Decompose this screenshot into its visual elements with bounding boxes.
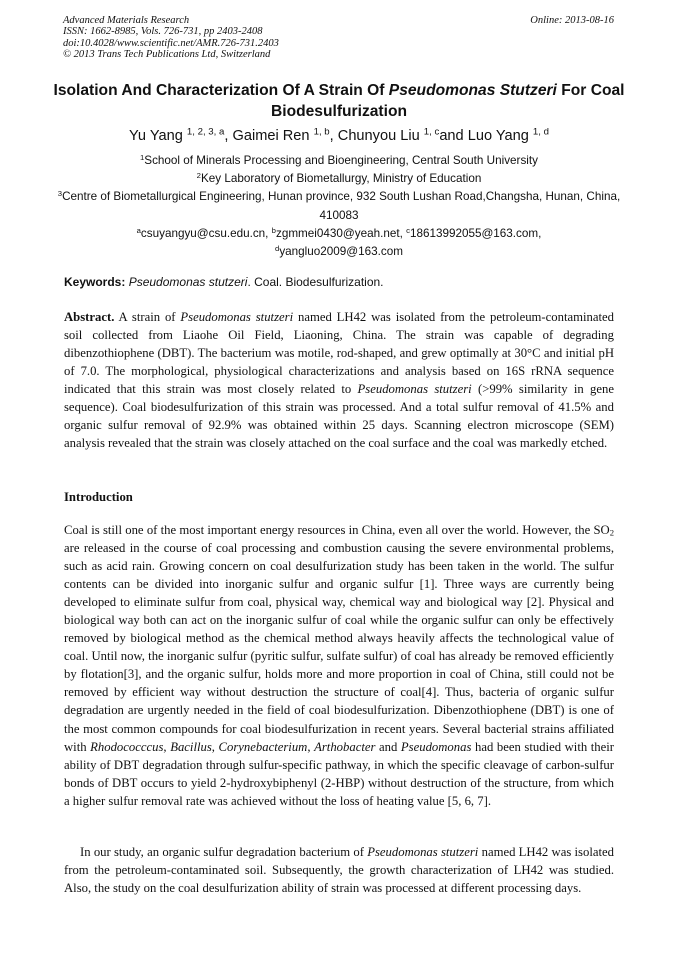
journal-name: Advanced Materials Research (63, 15, 190, 26)
copyright-line: © 2013 Trans Tech Publications Ltd, Switzerland (63, 49, 271, 61)
online-date: Online: 2013-08-16 (530, 15, 614, 26)
author-name: Chunyou Liu (337, 128, 420, 144)
affiliation-2: $^2$Key Laboratory of Biometallurgy, Ministry of Education (196, 170, 482, 186)
section-heading: Introduction (64, 490, 133, 504)
affiliations (40, 152, 638, 261)
abstract-label: Abstract. (64, 310, 115, 324)
keywords: Keywords: Pseudomonas stutzeri. Coal. Biodesulfurization. (64, 275, 384, 289)
author-name: and (439, 128, 468, 144)
keywords-label: Keywords: (64, 275, 126, 289)
title-species: Pseudomonas Stutzeri (388, 82, 557, 99)
issn-line: ISSN: 1662-8985, Vols. 726-731, pp 2403-2408 (63, 26, 263, 38)
intro-paragraph-1: Coal is still one of the most important energy resources in China, even all over the world. However, the $SO_2$ are released in the course of coal processing and combustion causing the severe environmental problems, such as acid rain. Growing concern on coal desulfurization study has been taken in the world. The sulfur contents can be divided into inorganic sulfur and organic sulfur [1]. Three ways are currently being developed to eliminate sulfur from coal, physical way, chemical way and biological way [2]. Physical and biological way both can act on the inorganic sulfur of coal while the organic sulfur can only be effectively removed by biological method as the chemical method always heavily affects the technological value of coal. Until now, the inorganic sulfur (pyritic sulfur, sulfate sulfur) of coal has already be removed efficiently by flotation[3], and the organic sulfur, holds more and more proportion in coal of China, still could not be removed by efficient way without destruction the structure of coal[4]. Thus, bacteria of organic sulfur degradation are urgently needed in the field of coal biodesulfurization. Dibenzothiophene (DBT) is one of the most common compounds for coal biodesulfurization in recent years. Several bacterial strains affiliated with Rhodococccus, Bacillus, Corynebacterium, Arthobacter and Pseudomonas had been studied with their ability of DBT degradation through sulfur-specific pathway, in which the specific cleavage of carbon-sulfur bonds of DBT occurs to yield 2-hydroxybiphenyl (2-HBP) without destruction of the structure, from which a higher sulfur removal rate was achieved without the loss of heating value [5, 6, 7]. (64, 523, 615, 808)
affiliation-3: $^3$Centre of Biometallurgical Engineering, Hunan province, 932 South Lushan Road,Changsha, Hunan, China, 410083 (57, 189, 621, 222)
author-name: Yu Yang (129, 128, 183, 144)
author-list: Yu Yang $^{1, 2, 3, a}$, Gaimei Ren $^{1, b}$, Chunyou Liu $^{1, c}$and Luo Yang $^{1, d}$ (129, 126, 549, 144)
journal-header (63, 15, 279, 61)
affiliation-1: $^1$School of Minerals Processing and Bioengineering, Central South University (140, 152, 538, 167)
author-name: Luo Yang (467, 128, 529, 144)
author-name: Gaimei Ren (232, 128, 310, 144)
paper-title: Isolation And Characterization Of A Strain Of Pseudomonas Stutzeri For Coal Biodesulfurization (53, 82, 625, 120)
intro-paragraph-2: In our study, an organic sulfur degradation bacterium of Pseudomonas stutzeri named LH42 was isolated from the petroleum-contaminated soil. Subsequently, the growth characterization of LH42 was studied. Also, the study on the coal desulfurization ability of strain was processed at different processing days. (64, 845, 614, 896)
abstract: Abstract. A strain of Pseudomonas stutzeri named LH42 was isolated from the petroleum-contaminated soil collected from Liaohe Oil Field, Liaoning, China. The strain was capable of degrading dibenzothiophene (DBT). The bacterium was motile, rod-shaped, and grew optimally at 30°C and initial pH of 7.0. The morphological, physiological characterizations and analysis based on 16S rRNA sequence indicated that this strain was most closely related to Pseudomonas stutzeri (>99% similarity in gene sequence). Coal biodesulfurization of this strain was processed. And a total sulfur removal of 41.5% and organic sulfur removal of 92.9% was obtained within 25 days. Scanning electron microscope (SEM) analysis revealed that the strain was closely attached on the coal surface and the coal was markedly etched. (64, 310, 614, 451)
doi-line: doi:10.4028/www.scientific.net/AMR.726-731.2403 (63, 37, 279, 49)
email-list: $^a$csuyangyu@csu.edu.cn, $^b$zgmmei0430@yeah.net, $^c$18613992055@163.com, $^d$yangluo2009@163.com (136, 225, 542, 259)
